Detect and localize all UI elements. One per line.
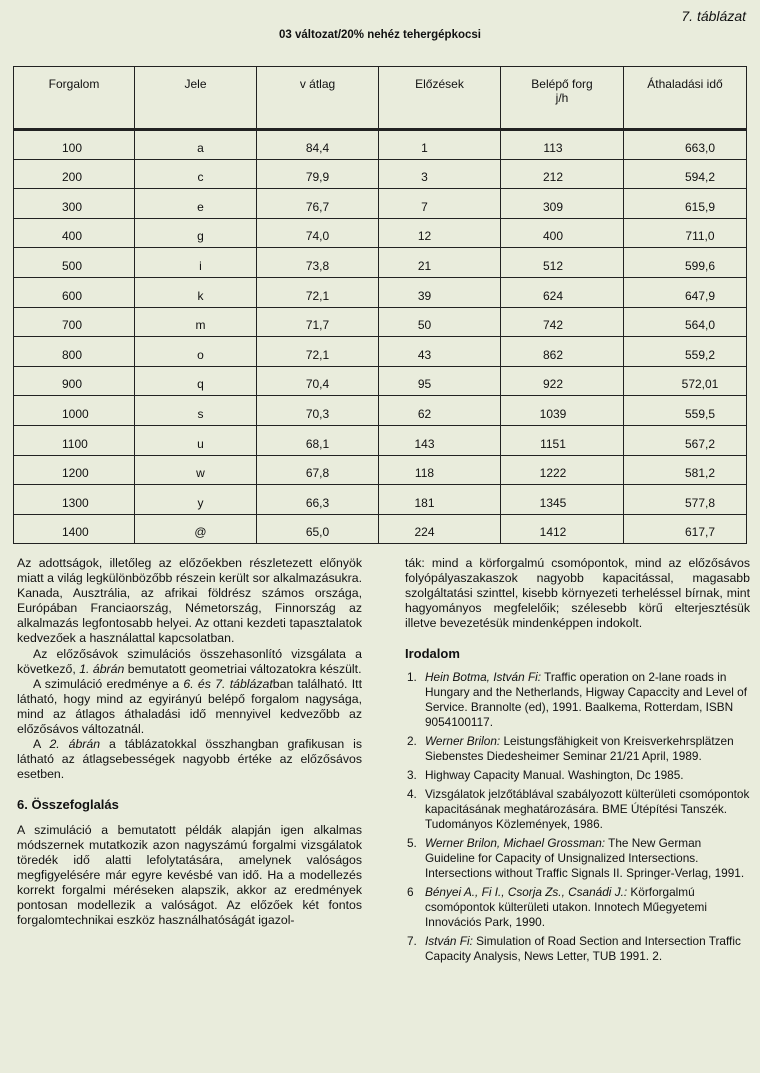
table-cell: 200 <box>14 159 135 189</box>
table-row <box>14 514 747 544</box>
table-row <box>14 337 747 367</box>
table-cell: 68,1 <box>257 425 379 455</box>
reference-number: 7. <box>407 933 417 948</box>
column-header: Előzések <box>379 67 501 130</box>
reference-text: Körforgalmú csomópontok külterületi utakon. Innotech Műegyetemi Innovációs Park, 1990. <box>425 884 707 929</box>
reference-text: Leistungsfähigkeit von Kreisverkehrsplätzen Siebenstes Diedesheimer Seminar 21/21 April, 1989. <box>425 733 734 763</box>
table-cell: 65,0 <box>257 514 379 544</box>
table-cell: 72,1 <box>257 337 379 367</box>
table-cell: 1000 <box>14 396 135 426</box>
paragraph: A szimuláció eredménye a 6. és 7. táblázatban található. Itt látható, hogy mind az egyirányú belépő forgalom nagysága, mind az átlagos áthaladási idő mennyivel kedvezőbb az előzősávos változatnál. <box>17 676 362 737</box>
right-text-column <box>405 556 750 968</box>
column-header: Áthaladási idő <box>624 67 747 130</box>
reference-item <box>405 768 750 783</box>
table-cell: 39 <box>379 277 501 307</box>
table-row <box>14 159 747 189</box>
table-cell: 559,5 <box>624 396 747 426</box>
reference-text: Simulation of Road Section and Intersection Traffic Capacity Analysis, News Letter, TUB 1991. 2. <box>425 933 741 963</box>
table-cell: 700 <box>14 307 135 337</box>
table-cell: 76,7 <box>257 189 379 219</box>
table-cell: 84,4 <box>257 130 379 160</box>
reference-author: Werner Brilon, Michael Grossman: <box>425 835 606 850</box>
table-cell: 66,3 <box>257 485 379 515</box>
table-cell: 43 <box>379 337 501 367</box>
table-cell: 567,2 <box>624 425 747 455</box>
table-cell: 73,8 <box>257 248 379 278</box>
table-cell: e <box>135 189 257 219</box>
table-cell: 624 <box>501 277 624 307</box>
table-cell: 113 <box>501 130 624 160</box>
paragraph: A szimuláció a bemutatott példák alapján igen alkalmas módszernek mutatkozik azon nagyszámú forgalmi vizsgálatok töredék idő alatti lefolytatására, amelynek valóságos megfigyelésére már egyre kevésbé van idő. Ha a modellezés korrekt forgalmi méréseken alapszik, akkor az eredmények pontosan modellezik a valóságot. Az előzőek két fontos forgalomtechnikai eszköz használhatóságát igazol- <box>17 822 362 928</box>
table-number: 7. táblázat <box>681 8 746 24</box>
reference-number: 2. <box>407 733 417 748</box>
table-cell: 72,1 <box>257 277 379 307</box>
paragraph: ták: mind a körforgalmú csomópontok, mind az előzősávos folyópályaszakaszok nagyobb kapacitással, magasabb szolgáltatási szinttel, kisebb környezeti terheléssel bírnak, mint hagyományos megfelelőik; szélesebb körű elterjesztésük illetve bevezetésük mindenképpen indokolt. <box>405 556 750 631</box>
table-row <box>14 425 747 455</box>
reference-author: István Fi: <box>425 933 473 948</box>
table-row <box>14 307 747 337</box>
reference-number: 3. <box>407 767 417 782</box>
table-title: 03 változat/20% nehéz tehergépkocsi <box>279 29 481 41</box>
table-cell: 577,8 <box>624 485 747 515</box>
section-heading: 6. Összefoglalás <box>17 797 119 813</box>
paragraph: Az előzősávok szimulációs összehasonlító vizsgálata a következő, 1. ábrán bemutatott geometriai változatokra készült. <box>17 646 362 676</box>
table-cell: 711,0 <box>624 218 747 248</box>
table-cell: 7 <box>379 189 501 219</box>
reference-text: Vizsgálatok jelzőtáblával szabályozott külterületi csomópontok kapacitásának meghatározására. BME Útépítési Tanszék. Tudományos Közlemények, 1986. <box>425 786 750 831</box>
table-cell: 50 <box>379 307 501 337</box>
table-cell: 663,0 <box>624 130 747 160</box>
table-cell: 12 <box>379 218 501 248</box>
reference-author: Werner Brilon: <box>425 733 501 748</box>
reference-item <box>405 734 750 764</box>
table-cell: 100 <box>14 130 135 160</box>
table-cell: 79,9 <box>257 159 379 189</box>
table-cell: 67,8 <box>257 455 379 485</box>
reference-text: Highway Capacity Manual. Washington, Dc 1985. <box>425 767 684 782</box>
reference-item <box>405 787 750 832</box>
table-cell: 1222 <box>501 455 624 485</box>
table-cell: 309 <box>501 189 624 219</box>
table-row <box>14 189 747 219</box>
table-cell: 1400 <box>14 514 135 544</box>
table-row <box>14 455 747 485</box>
reference-item <box>405 885 750 930</box>
table-cell: 143 <box>379 425 501 455</box>
table-row <box>14 485 747 515</box>
reference-item <box>405 836 750 881</box>
table-cell: y <box>135 485 257 515</box>
table-cell: 62 <box>379 396 501 426</box>
paragraph: Az adottságok, illetőleg az előzőekben részletezett előnyök miatt a világ legkülönbözőbb részein került sor alkalmazásukra. Kanada, Ausztrália, az afrikai földrész számos országa, Európában Franciaország, Németország, Finnország az alkalmazás legfontosabb helyei. Az ottani kezdeti tapasztalatok kedvezőek a használattal kapcsolatban. <box>17 556 362 646</box>
table-cell: 212 <box>501 159 624 189</box>
table-cell: k <box>135 277 257 307</box>
reference-list <box>405 670 750 964</box>
reference-item <box>405 934 750 964</box>
reference-item <box>405 670 750 730</box>
table-cell: 71,7 <box>257 307 379 337</box>
paragraph: A 2. ábrán a táblázatokkal összhangban grafikusan is látható az átlagsebességek nagyobb értéke az előzősávos esetben. <box>17 737 362 782</box>
table-cell: c <box>135 159 257 189</box>
table-cell: 900 <box>14 366 135 396</box>
table-cell: 1039 <box>501 396 624 426</box>
table-body <box>14 130 747 544</box>
column-header: v átlag <box>257 67 379 130</box>
reference-text: Traffic operation on 2-lane roads in Hungary and the Netherlands, Higway Capaccity and Level of Service. Brannolte (ed), 1991. Baalkema, Rotterdam, ISBN 9054100117. <box>425 669 747 729</box>
table-cell: 581,2 <box>624 455 747 485</box>
table-row <box>14 248 747 278</box>
table-cell: a <box>135 130 257 160</box>
table-cell: 300 <box>14 189 135 219</box>
table-cell: 118 <box>379 455 501 485</box>
reference-author: Bényei A., Fi I., Csorja Zs., Csanádi J.: <box>425 884 628 899</box>
table-cell: 1345 <box>501 485 624 515</box>
table-cell: 1200 <box>14 455 135 485</box>
table-cell: s <box>135 396 257 426</box>
table-row <box>14 366 747 396</box>
table-cell: 922 <box>501 366 624 396</box>
results-table <box>13 66 747 544</box>
table-row <box>14 277 747 307</box>
table-cell: 1151 <box>501 425 624 455</box>
table-cell: 564,0 <box>624 307 747 337</box>
table-cell: 647,9 <box>624 277 747 307</box>
table-cell: 572,01 <box>624 366 747 396</box>
table-cell: 742 <box>501 307 624 337</box>
reference-text: The New German Guideline for Capacity of Unsignalized Intersections. Intersections without Traffic Signals II. Springer-Verlag, 1991. <box>425 835 745 880</box>
table-cell: 559,2 <box>624 337 747 367</box>
table-row <box>14 218 747 248</box>
table-cell: o <box>135 337 257 367</box>
table-cell: 617,7 <box>624 514 747 544</box>
table-cell: i <box>135 248 257 278</box>
table-cell: 600 <box>14 277 135 307</box>
table-cell: w <box>135 455 257 485</box>
table-cell: 70,4 <box>257 366 379 396</box>
reference-author: Hein Botma, István Fi: <box>425 669 542 684</box>
reference-number: 6 <box>407 884 414 899</box>
table-cell: 1412 <box>501 514 624 544</box>
table-cell: @ <box>135 514 257 544</box>
table-cell: 224 <box>379 514 501 544</box>
table-cell: 1100 <box>14 425 135 455</box>
table-cell: 599,6 <box>624 248 747 278</box>
table-cell: 1300 <box>14 485 135 515</box>
column-header: Jele <box>135 67 257 130</box>
reference-number: 4. <box>407 786 417 801</box>
table-cell: 862 <box>501 337 624 367</box>
table-cell: 181 <box>379 485 501 515</box>
reference-number: 5. <box>407 835 417 850</box>
table-row <box>14 130 747 160</box>
table-cell: 3 <box>379 159 501 189</box>
table-cell: 500 <box>14 248 135 278</box>
table-cell: 400 <box>14 218 135 248</box>
left-text-column <box>17 556 362 928</box>
table-cell: 21 <box>379 248 501 278</box>
table-row <box>14 396 747 426</box>
table-cell: 74,0 <box>257 218 379 248</box>
column-header: Forgalom <box>14 67 135 130</box>
table-cell: 95 <box>379 366 501 396</box>
table-header-row <box>14 67 747 130</box>
table-cell: m <box>135 307 257 337</box>
table-cell: u <box>135 425 257 455</box>
table-cell: 400 <box>501 218 624 248</box>
table-cell: 594,2 <box>624 159 747 189</box>
reference-number: 1. <box>407 669 417 684</box>
table-cell: g <box>135 218 257 248</box>
table-cell: 800 <box>14 337 135 367</box>
table-cell: 70,3 <box>257 396 379 426</box>
table-cell: q <box>135 366 257 396</box>
table-cell: 1 <box>379 130 501 160</box>
column-header: Belépő forg j/h <box>501 67 624 130</box>
references-heading: Irodalom <box>405 646 460 662</box>
table-cell: 512 <box>501 248 624 278</box>
table-cell: 615,9 <box>624 189 747 219</box>
